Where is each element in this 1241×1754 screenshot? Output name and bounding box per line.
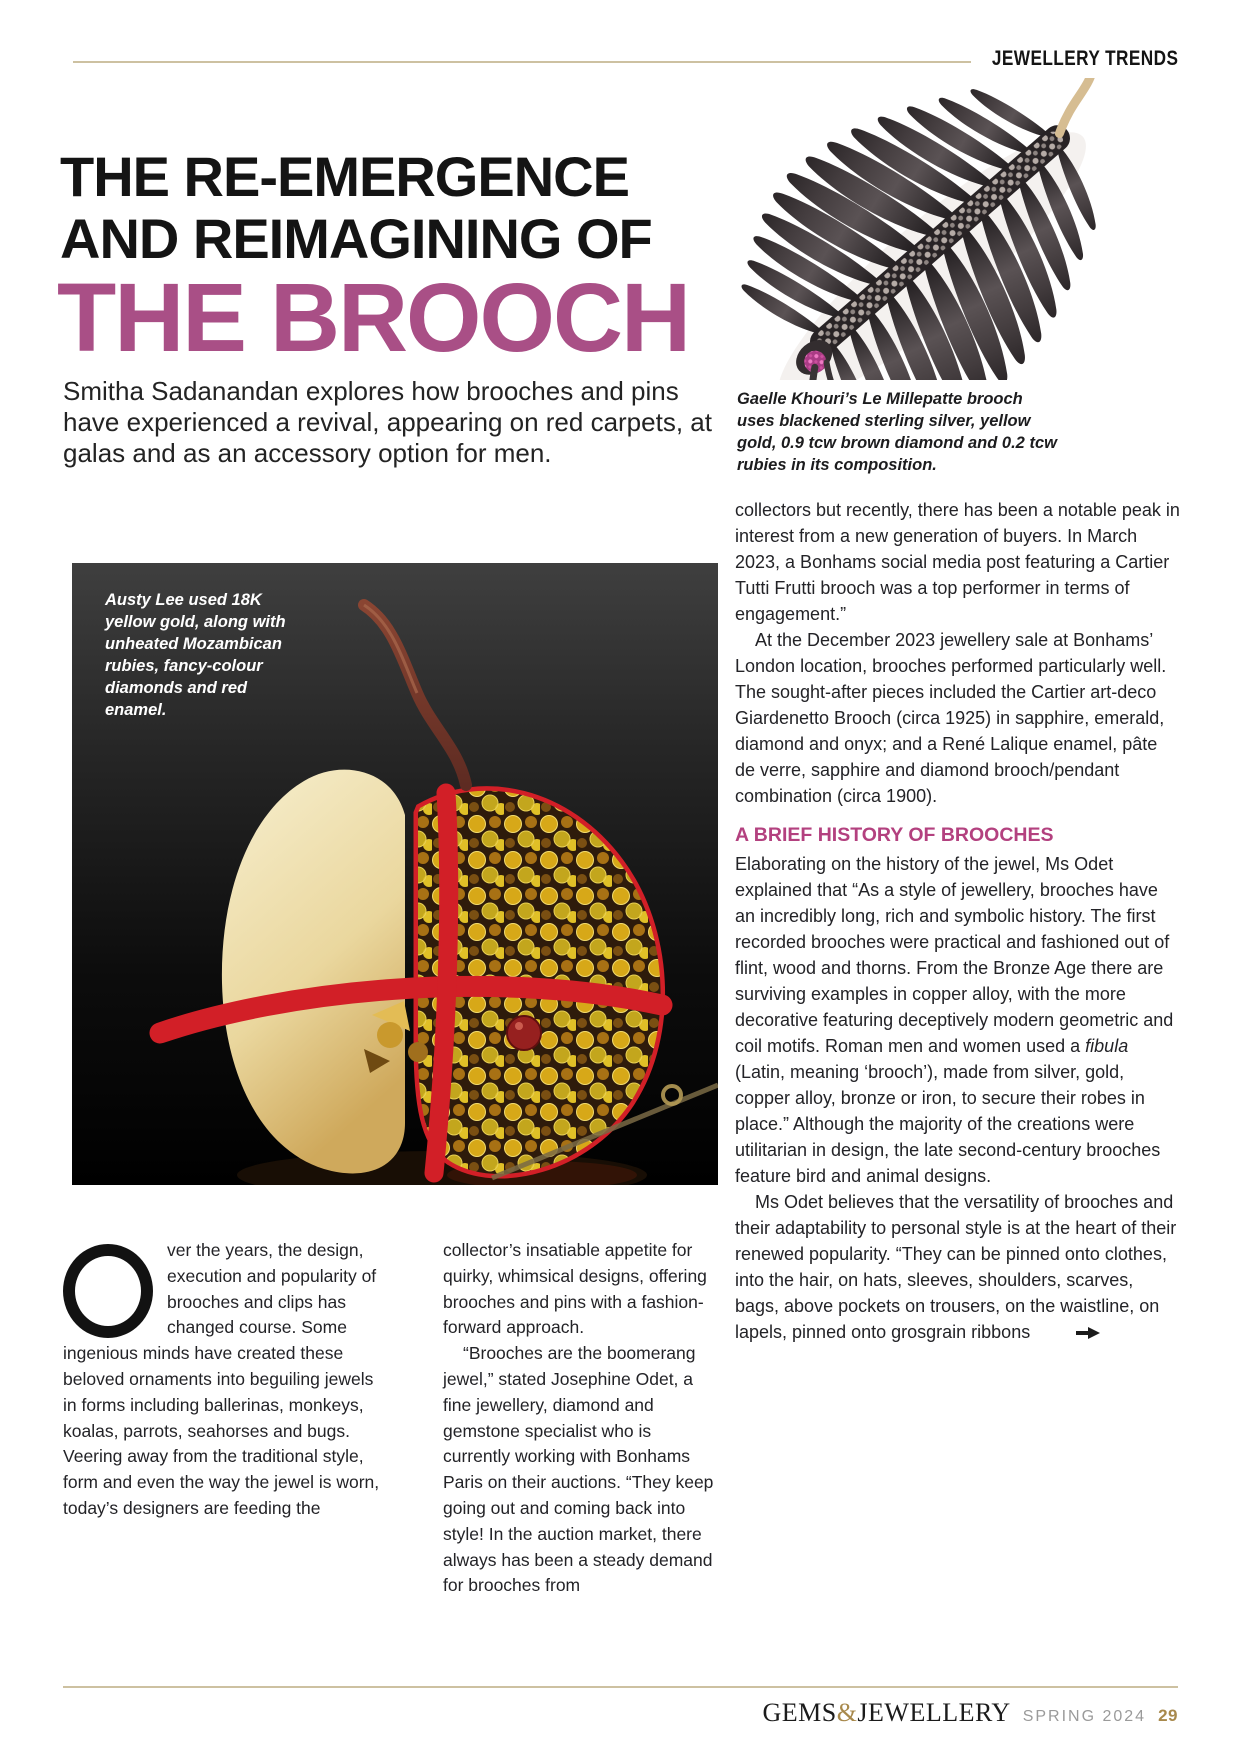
paragraph: collectors but recently, there has been a notable peak in interest from a new generation of buyers. In March 2023, a Bonhams social media post featuring a Cartier Tutti Frutti brooch was a top performer in terms of engagement.” xyxy=(735,500,1180,624)
footer-rule xyxy=(63,1686,1178,1688)
page-title xyxy=(60,146,652,270)
page-title-accent: THE BROOCH xyxy=(57,263,690,372)
paragraph xyxy=(735,1189,1182,1346)
article-column-3 xyxy=(735,497,1182,1346)
section-label: JEWELLERY TRENDS xyxy=(991,47,1178,70)
millipede-brooch-illustration xyxy=(722,78,1178,380)
header-rule xyxy=(73,61,971,63)
issue-label: SPRING 2024 xyxy=(1022,1708,1147,1725)
article-column-2 xyxy=(443,1238,721,1599)
paragraph-text: Ms Odet believes that the versatility of brooches and their adaptability to personal style is at the heart of their renewed popularity. “They can be pinned onto clothes, into the hair, on hats, sleeves, shoulders, scarves, bags, above pockets on trousers, on the waistline, on lapels, pinned onto grosgrain ribbons xyxy=(735,1192,1177,1342)
latin-term: fibula xyxy=(1085,1036,1129,1056)
apple-brooch-photo xyxy=(72,563,718,1185)
standfirst: Smitha Sadanandan explores how brooches and pins have experienced a revival, appearing on red carpets, at galas and as an accessory option for men. xyxy=(63,376,712,468)
millipede-caption: Gaelle Khouri’s Le Millepatte brooch uses blackened sterling silver, yellow gold, 0.9 tcw brown diamond and 0.2 tcw rubies in its composition. xyxy=(737,390,1057,474)
section-heading-history: A BRIEF HISTORY OF BROOCHES xyxy=(735,824,1054,846)
brand-ampersand: & xyxy=(836,1698,858,1727)
dropcap-letter-o xyxy=(63,1244,153,1338)
page-number: 29 xyxy=(1158,1706,1178,1725)
paragraph: At the December 2023 jewellery sale at Bonhams’ London location, brooches performed particularly well. The sought-after pieces included the Cartier art-deco Giardenetto Brooch (circa 1925) in sapphire, emerald, diamond and onyx; and a René Lalique enamel, pâte de verre, sapphire and diamond brooch/pendant combination (circa 1900). xyxy=(735,630,1167,806)
brand-gems: GEMS xyxy=(762,1698,837,1727)
paragraph-text: ver the years, the design, execution and popularity of brooches and clips has changed course. Some ingenious minds have created these beloved ornaments into beguiling jewels in forms including ballerinas, monkeys, koalas, parrots, seahorses and bugs. Veering away from the traditional style, form and even the way the jewel is worn, today’s designers are feeding the xyxy=(63,1240,380,1518)
paragraph xyxy=(735,851,1182,1189)
paragraph xyxy=(63,1238,391,1522)
millipede-brooch-photo xyxy=(722,78,1178,380)
page-title-line2: AND REIMAGINING OF xyxy=(60,207,652,270)
paragraph-text: (Latin, meaning ‘brooch’), made from silver, gold, copper alloy, bronze or iron, to secure their robes in place.” Although the majority of the creations were utilitarian in design, the late second-century brooches feature bird and animal designs. xyxy=(735,1062,1161,1186)
continuation-arrow-icon xyxy=(1056,1320,1100,1346)
paragraph-text: Elaborating on the history of the jewel, Ms Odet explained that “As a style of jewellery, brooches have an incredibly long, rich and symbolic history. The first recorded brooches were practical and fashioned out of flint, wood and thorns. From the Bronze Age there are surviving examples in copper alloy, with the more decorative featuring deceptively modern geometric and coil motifs. Roman men and women used a xyxy=(735,854,1174,1056)
article-column-1 xyxy=(63,1238,391,1522)
paragraph: collector’s insatiable appetite for quirky, whimsical designs, offering brooches and pins with a fashion-forward approach. xyxy=(443,1240,707,1338)
page-title-line1: THE RE-EMERGENCE xyxy=(60,145,629,208)
footer xyxy=(762,1698,1178,1728)
brand-jewellery: JEWELLERY xyxy=(857,1698,1011,1727)
apple-caption: Austy Lee used 18K yellow gold, along with unheated Mozambican rubies, fancy-colour diamonds and red enamel. xyxy=(105,591,286,719)
paragraph: “Brooches are the boomerang jewel,” stated Josephine Odet, a fine jewellery, diamond and gemstone specialist who is currently working with Bonhams Paris on their auctions. “They keep going out and coming back into style! In the auction market, there always has been a steady demand for brooches from xyxy=(443,1343,714,1596)
